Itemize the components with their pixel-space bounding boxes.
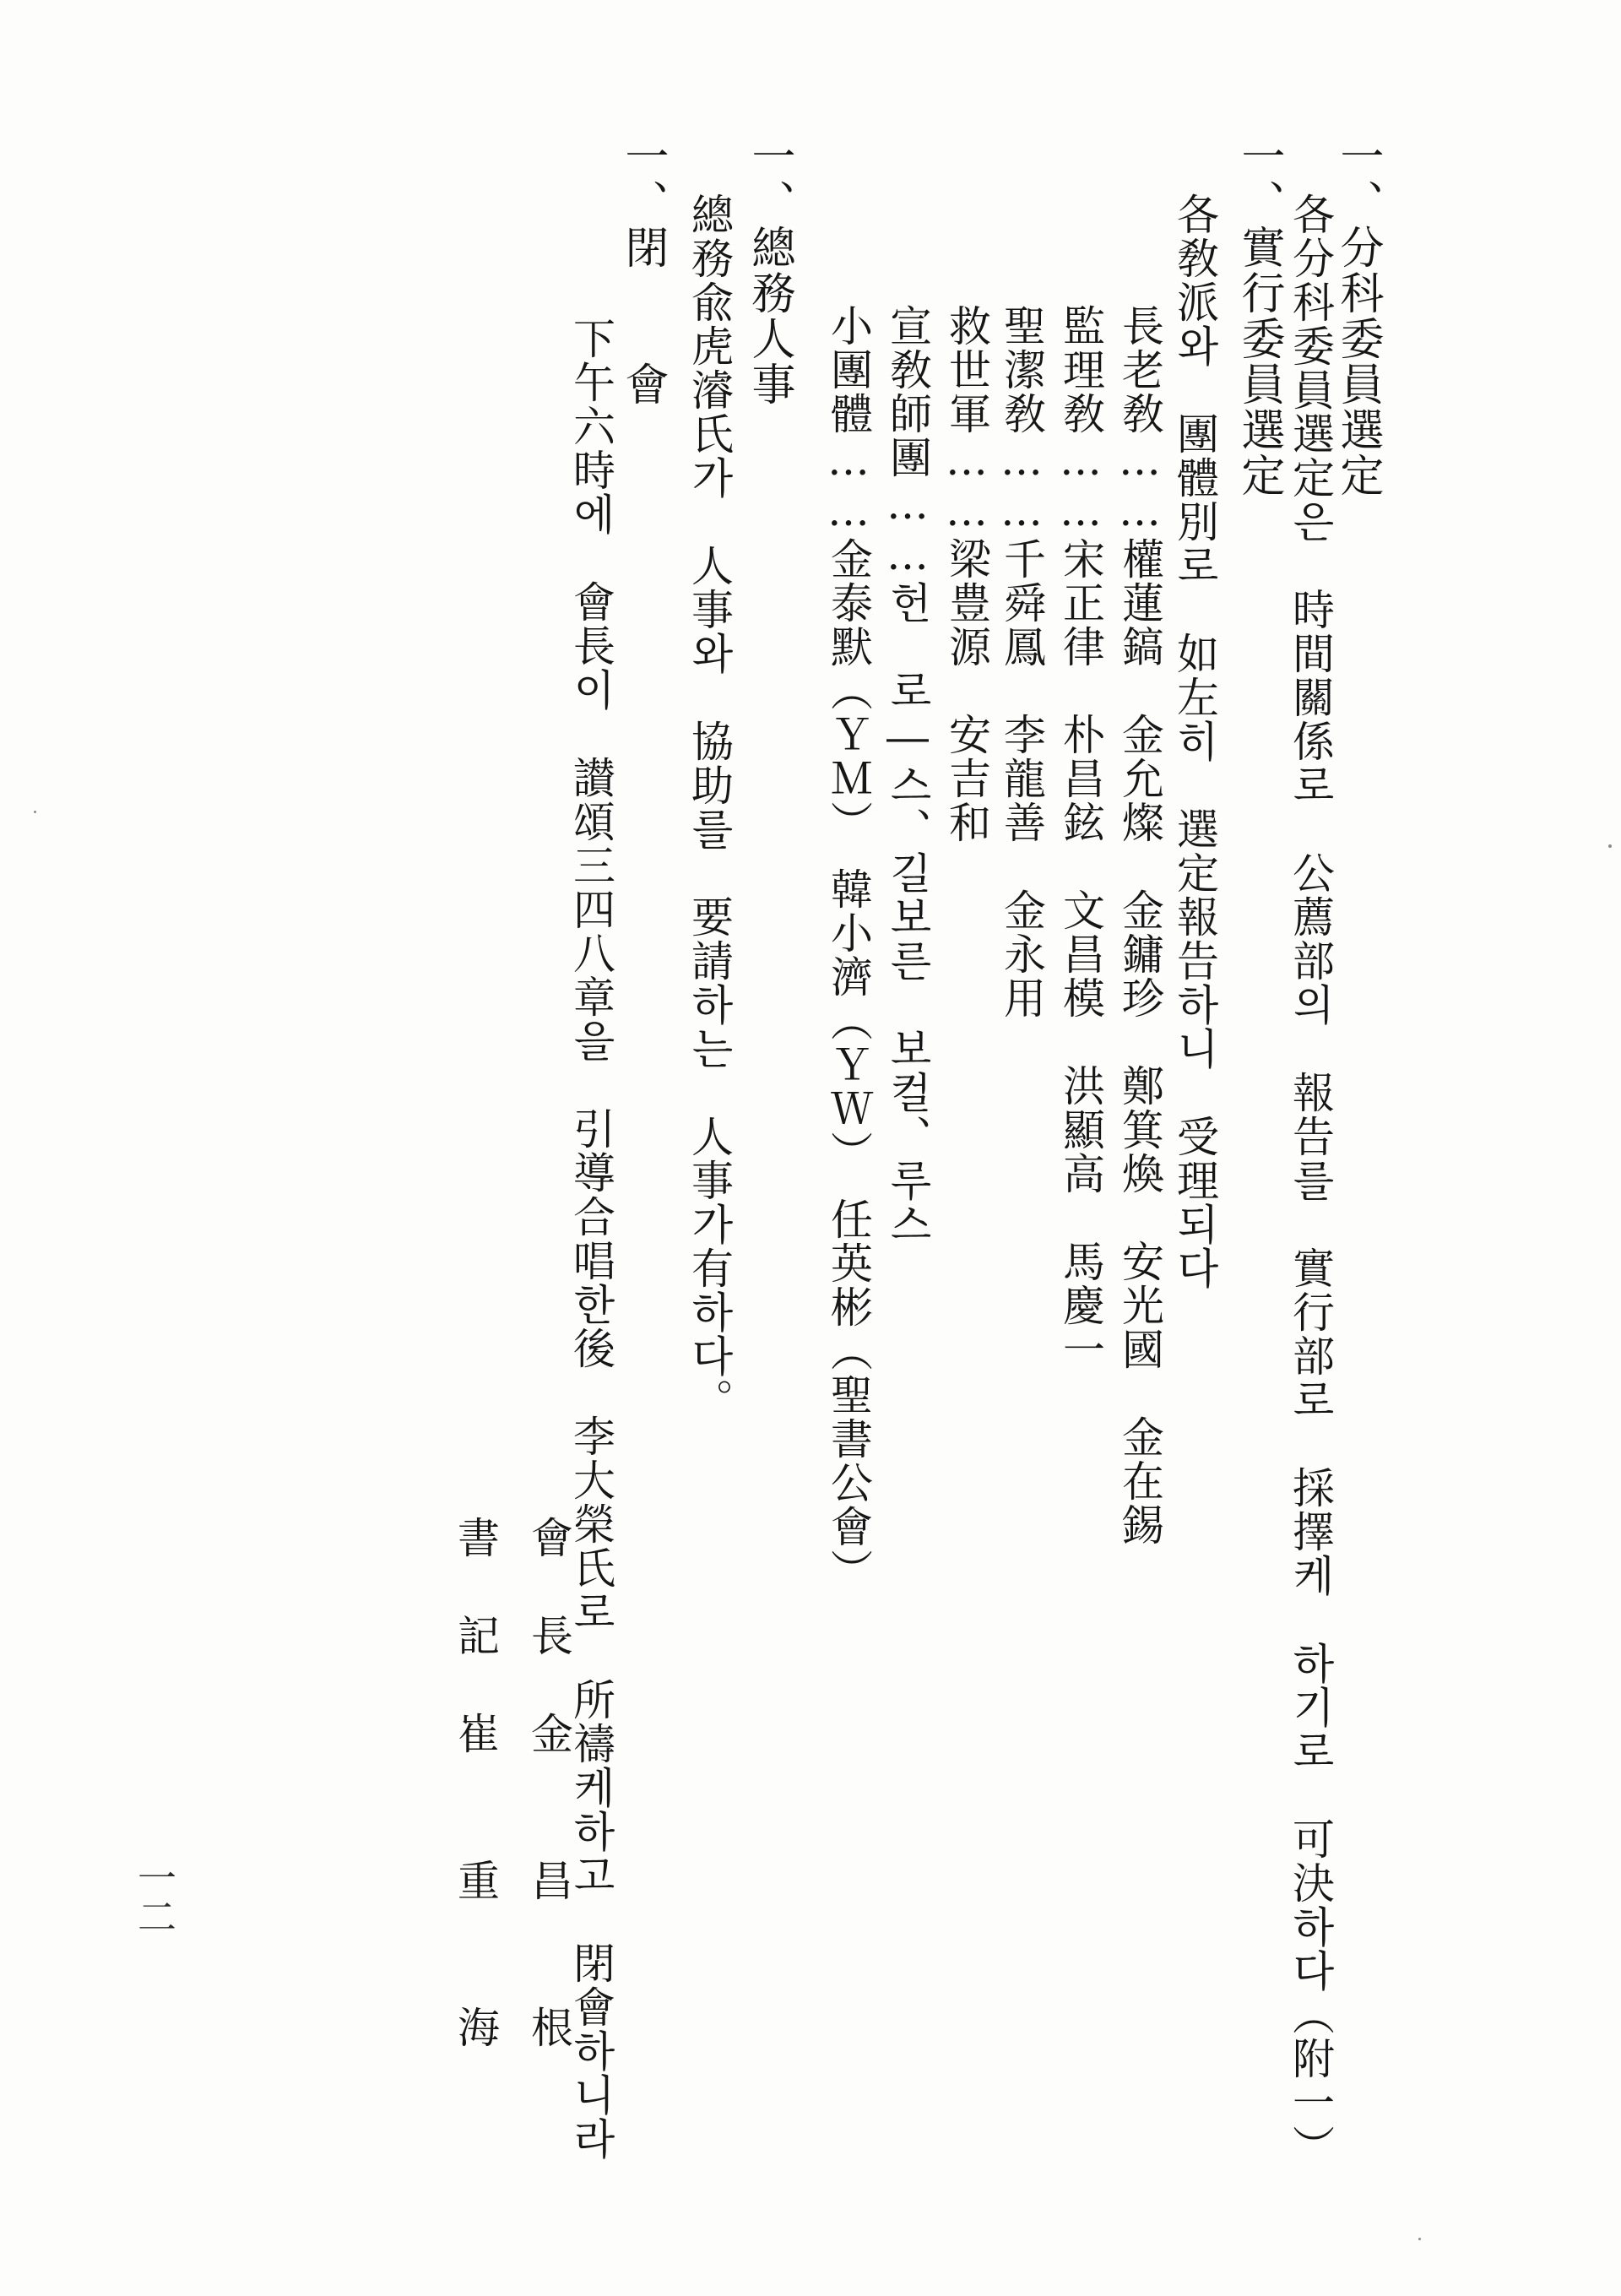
member-list-holiness: 聖潔敎……千舜鳳 李龍善 金永用 — [997, 304, 1046, 1020]
heading-executive-committee-selection: 一、實行委員選定 — [1233, 133, 1284, 498]
paper-speck — [34, 811, 36, 813]
paragraph-general-secretary-greeting: 總務兪虎濬氏가 人事와 協助를 要請하는 人事가有하다。 — [685, 193, 734, 1422]
paragraph-subcommittee-resolution: 各分科委員選定은 時間關係로 公薦部의 報告를 實行部로 採擇케 하기로 可決하다（附一） — [1286, 193, 1335, 2168]
member-list-missionary-group: 宣敎師團……헌 로―스、길보른 보컬、루스 — [883, 304, 932, 1246]
signature-chairman: 會 長 金 昌 根 — [524, 1516, 573, 2054]
member-list-small-groups: 小團體……金泰默（ＹＭ） 韓小濟（ＹＷ） 任英彬（聖書公會） — [824, 304, 873, 1593]
signature-secretary: 書 記 崔 重 海 — [451, 1516, 500, 2054]
heading-subcommittee-selection: 一、分科委員選定 — [1332, 133, 1383, 498]
heading-adjournment: 一、閉 會 — [617, 133, 668, 407]
paper-speck — [1608, 844, 1612, 848]
member-list-methodist: 監理敎……宋正律 朴昌鉉 文昌模 洪顯高 馬慶一 — [1056, 304, 1105, 1371]
page-number: 一二 — [132, 1858, 177, 1935]
member-list-presbyterian: 長老敎……權蓮鎬 金允燦 金鏞珍 鄭箕煥 安光國 金在錫 — [1115, 304, 1164, 1547]
paragraph-executive-committee-report: 各敎派와 團體別로 如左히 選定報告하니 受理되다 — [1170, 193, 1219, 1290]
member-list-salvation-army: 救世軍……梁豊源 安吉和 — [942, 304, 991, 844]
paper-speck — [1418, 2238, 1421, 2240]
heading-general-secretary-greeting: 一、總務人事 — [744, 133, 794, 407]
paragraph-adjournment: 下午六時에 會長이 讃頌三四八章을 引導合唱한後 李大榮氏로 所禱케하고 閉會하니라 — [567, 317, 615, 2161]
